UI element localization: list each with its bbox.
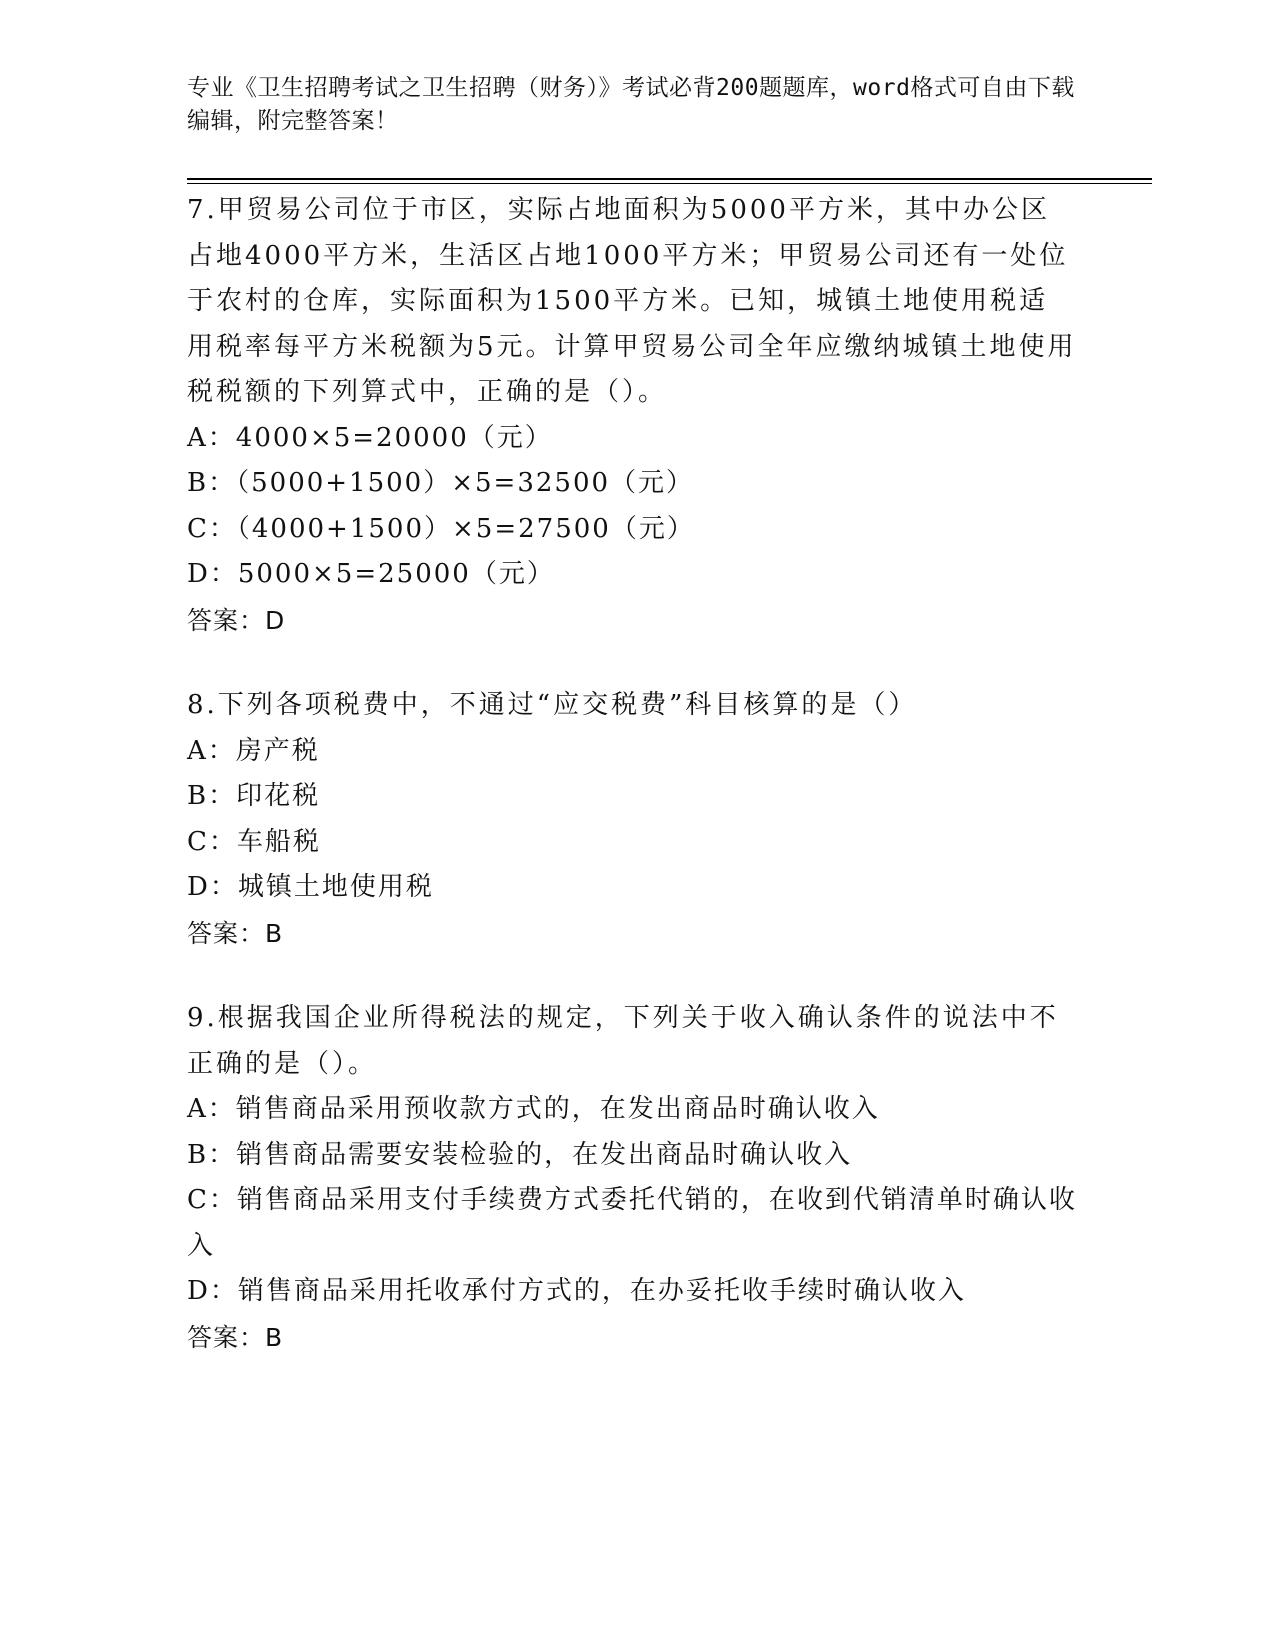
question-8	[187, 683, 1077, 956]
option-a: A：4000×5=20000（元）	[187, 422, 553, 453]
question-list	[187, 188, 1077, 1400]
question-7	[187, 188, 1077, 643]
option-b: B：销售商品需要安装检验的，在发出商品时确认收入	[187, 1139, 853, 1170]
option-a: A：销售商品采用预收款方式的，在发出商品时确认收入	[187, 1094, 880, 1124]
option-b: B：印花税	[187, 781, 321, 811]
option-a: A：房产税	[187, 735, 320, 766]
option-b: B：（5000+1500）×5=32500（元）	[187, 468, 695, 498]
question-stem: 8.下列各项税费中，不通过“应交税费”科目核算的是（）	[187, 690, 918, 720]
option-c: C：销售商品采用支付手续费方式委托代销的，在收到代销清单时确认收入	[187, 1185, 1077, 1261]
answer: 答案：B	[187, 918, 284, 948]
option-d: D：5000×5=25000（元）	[187, 559, 555, 589]
option-c: C：（4000+1500）×5=27500（元）	[187, 513, 695, 544]
answer: 答案：B	[187, 1322, 284, 1352]
option-d: D：城镇土地使用税	[187, 872, 434, 902]
header-rule-thick	[187, 178, 1152, 180]
answer: 答案：D	[187, 605, 286, 635]
question-stem: 7.甲贸易公司位于市区，实际占地面积为5000平方米，其中办公区占地4000平方米，生活区占地1000平方米；甲贸易公司还有一处位于农村的仓库，实际面积为1500平方米。已知，城镇土地使用税适用税率每平方米税额为5元。计算甲贸易公司全年应缴纳城镇土地使用税税额的下列算式中，正确的是（）。	[187, 195, 1077, 407]
document-header: 专业《卫生招聘考试之卫生招聘（财务）》考试必背200题题库，word格式可自由下载编辑，附完整答案！	[187, 75, 1075, 134]
question-stem: 9.根据我国企业所得税法的规定，下列关于收入确认条件的说法中不正确的是（）。	[187, 1003, 1059, 1079]
option-d: D：销售商品采用托收承付方式的，在办妥托收手续时确认收入	[187, 1276, 966, 1306]
option-c: C：车船税	[187, 826, 321, 857]
question-9	[187, 996, 1077, 1360]
header-rule-thin	[187, 183, 1152, 184]
